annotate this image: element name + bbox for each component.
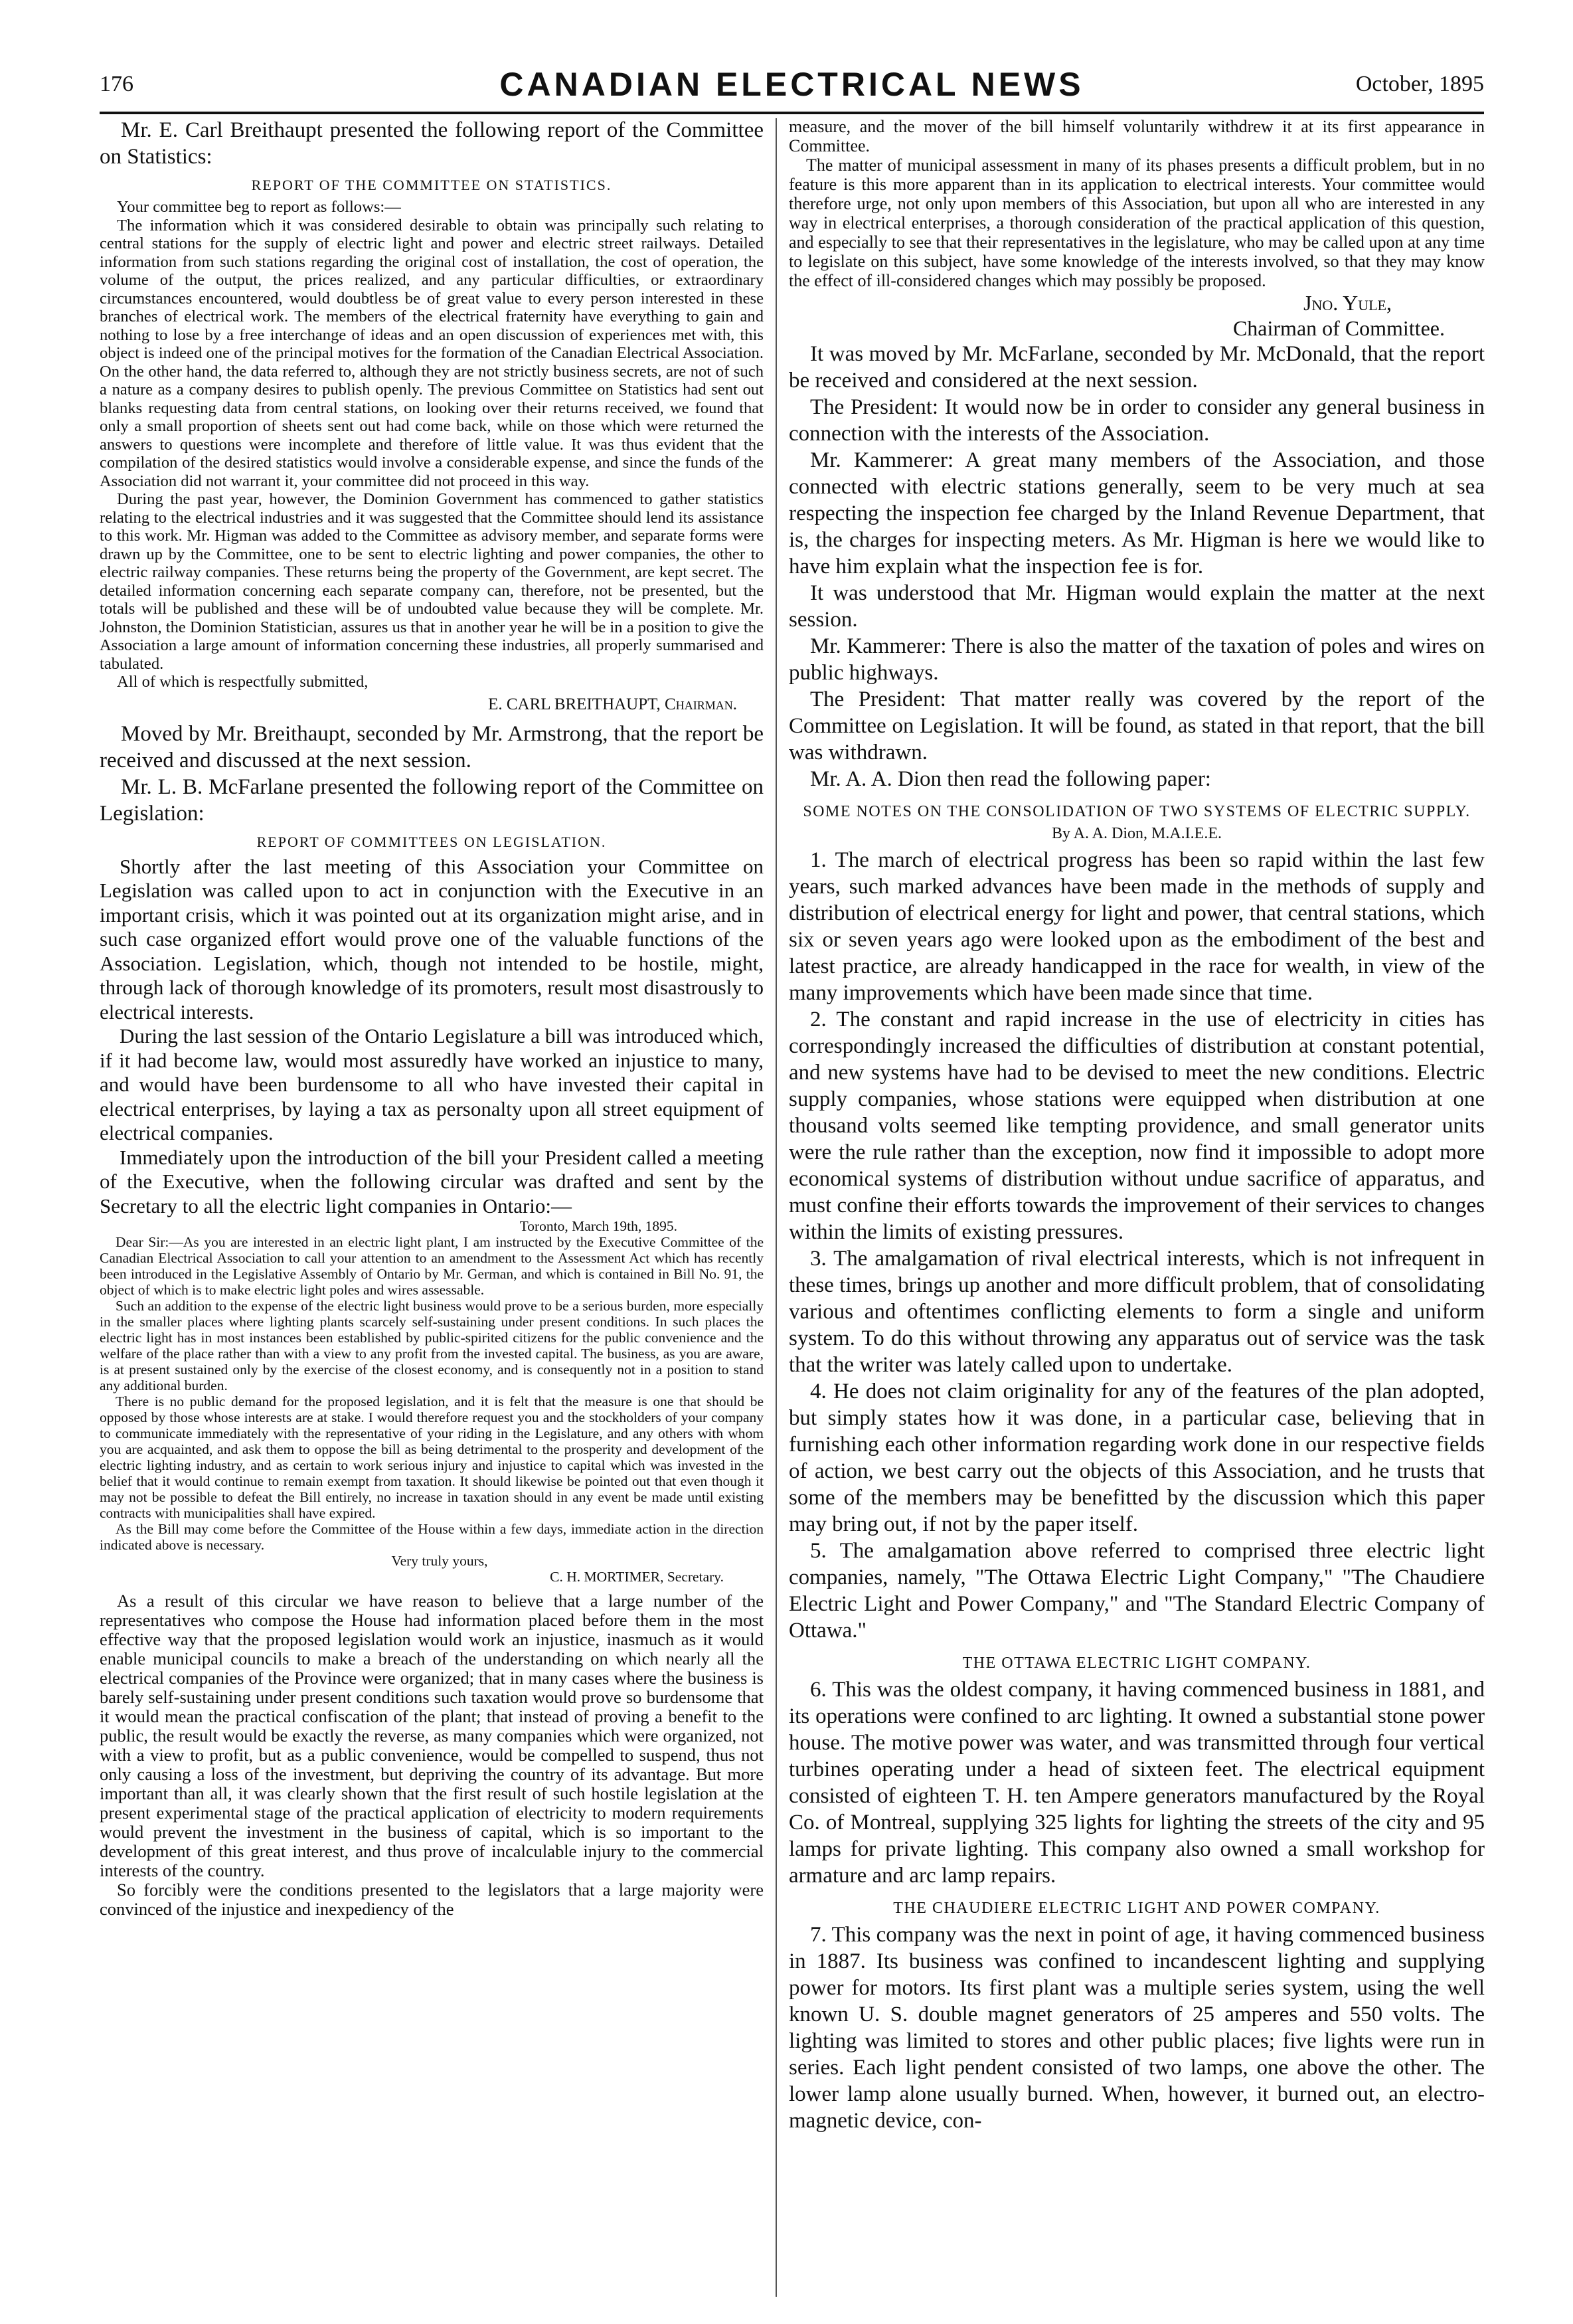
president-remark: The President: It would now be in order to consider any general business in connection with the interests of the Association. [789, 395, 1485, 446]
issue-date: October, 1895 [1355, 72, 1484, 96]
left-column [100, 117, 764, 2302]
legislation-report-heading: REPORT OF COMMITTEES ON LEGISLATION. [256, 833, 607, 850]
legislation-paragraph: As a result of this circular we have reason to believe that a large number of the representatives who compose the House had information placed before them in the most effective way that the proposed legislation would work an injustice, inasmuch as it would enable municipal councils to make a breach of the understanding on which nearly all the electrical companies of the Province were organized; that in many cases where the business is barely self-sustaining under present conditions such taxation would prove so burdensome that it would mean the practical confiscation of the plant; that instead of proving a benefit to the public, the result would be exactly the reverse, as many companies which were organized, not with a view to profit, but as a public convenience, would be compelled to suspend, thus not only causing a loss of the investment, but depriving the country of its advantage. But more important than all, it was clearly shown that the first result of such hostile legislation at the present experimental stage of the practical application of electricity to modern requirements would prevent the investment in the business of capital, which is so important to the development of this great interest, and thus prove of incalculable injury to the commercial interests of the country. [100, 1591, 764, 1880]
president-remark: The President: That matter really was covered by the report of the Committee on Legislation. It will be found, as stated in that report, that the bill was withdrawn. [789, 687, 1485, 764]
paper-paragraph: 1. The march of electrical progress has been so rapid within the last few years, such marked advances have been made in the methods of supply and distribution of electrical energy for light and power, that central stations, which six or seven years ago were looked upon as the embodiment of the best and latest practice, are already handicapped in the race for wealth, in view of the many improvements which have been made since that time. [789, 848, 1485, 1005]
statistics-paragraph: During the past year, however, the Dominion Government has commenced to gather statistics relating to the electrical industries and it was suggested that the Committee should lend its assistance to this work. Mr. Higman was added to the Committee as advisory member, and separate forms were drawn up by the Committee, one to be sent to electric lighting and power companies, the other to electric railway companies. These returns being the property of the Government, are kept secret. The detailed information concerning each separate company can, therefore, not be presented, but the totals will be published and these will be of undoubted value because they will be complete. Mr. Johnston, the Dominion Statistician, assures us that in another year he will be in a position to give the Association a large amount of information concerning these industries, all properly summarised and tabulated. [100, 490, 764, 673]
legislation-paragraph: Immediately upon the introduction of the bill your President called a meeting of the Executive, when the following circular was drafted and sent by the Secretary to all the electric light companies in Ontario:— [100, 1145, 764, 1217]
statistics-paragraph: Your committee beg to report as follows:— [117, 198, 401, 216]
legislation-continued: measure, and the mover of the bill himself voluntarily withdrew it at its first appearance in Committee. [789, 117, 1485, 155]
page-header [100, 62, 1484, 114]
ottawa-company-heading: THE OTTAWA ELECTRIC LIGHT COMPANY. [962, 1654, 1311, 1672]
circular-paragraph: Dear Sir:—As you are interested in an electric light plant, I am instructed by the Executive Committee of the Canadian Electrical Association to call your attention to an amendment to the Assessment Act which has recently been introduced in the Legislative Assembly of Ontario by Mr. German, and which is contained in Bill No. 91, the object of which is to make electric light poles and wires assessable. [100, 1234, 764, 1298]
paper-title: SOME NOTES ON THE CONSOLIDATION OF TWO SYSTEMS OF ELECTRIC SUPPLY. [803, 803, 1471, 820]
legislation-signature-name: Jno. Yule, [1303, 291, 1392, 315]
circular-paragraph: There is no public demand for the proposed legislation, and it is felt that the measure is one that should be opposed by those whose interests are at stake. I would therefore request you and the stockholders of your company to communicate immediately with the representative of your riding in the Legislature, and any others with whom you are acquainted, and ask them to oppose the bill as being detrimental to the prosperity and development of the electric lighting industry, and as certain to work serious injury and injustice to capital which was invested in the belief that it would continue to remain exempt from taxation. It should likewise be pointed out that even though it may not be possible to defeat the Bill entirely, no increase in taxation should in any event be made until existing contracts with municipalities shall have expired. [100, 1393, 764, 1521]
legislation-paragraph: The matter of municipal assessment in many of its phases presents a difficult problem, but in no feature is this more apparent than in its application to electrical interests. Your committee would therefore urge, not only upon members of this Association, but upon all who are interested in any way in electrical enterprises, a thorough consideration of the practical application of this question, and especially to see that their representatives in the legislature, who may be called upon at any time to legislate on this subject, have some knowledge of the interests involved, so that they may know the effect of ill-considered changes which may possibly be proposed. [789, 155, 1485, 290]
dion-intro: Mr. A. A. Dion then read the following paper: [810, 767, 1211, 791]
circular-date: Toronto, March 19th, 1895. [519, 1218, 677, 1234]
paper-paragraph: 3. The amalgamation of rival electrical interests, which is not infrequent in these times, brings up another and more difficult problem, that of consolidating various and oftentimes conflicting elements to form a single and uniform system. To do this without throwing any apparatus out of service was the task that the writer was lately called upon to undertake. [789, 1247, 1485, 1377]
kammerer-remark: Mr. Kammerer: There is also the matter of the taxation of poles and wires on public highways. [789, 634, 1485, 685]
circular-closing: Very truly yours, [391, 1553, 488, 1569]
circular-paragraph: Such an addition to the expense of the electric light business would prove to be a serious burden, more especially in the smaller places where lighting plants scarcely self-sustaining under present conditions. In such places the electric light has in most instances been established by public-spirited citizens for the public convenience and the welfare of the place rather than with a view to any profit from the invested capital. The business, as you are aware, is at present sustained only by the exercise of the closest economy, and is consequently not in a position to stand any additional burden. [100, 1298, 764, 1393]
legislation-paragraph: During the last session of the Ontario Legislature a bill was introduced which, if it had become law, would most assuredly have worked an injustice to many, and would have been burdensome to all who have invested their capital in electrical enterprises, by laying a tax as personalty upon all street equipment of electrical companies. [100, 1024, 764, 1144]
statistics-paragraph: All of which is respectfully submitted, [117, 673, 369, 691]
legislation-signature-title: Chairman of Committee. [1232, 316, 1445, 340]
column-divider [776, 118, 777, 2297]
higman-note: It was understood that Mr. Higman would explain the matter at the next session. [789, 581, 1485, 632]
legislation-paragraph: Shortly after the last meeting of this Association your Committee on Legislation was called upon to act in conjunction with the Executive in an important crisis, which it was pointed out at its organization might arise, and in such case organized effort would prove one of the valuable functions of the Association. Legislation, which, though not intended to be hostile, might, through lack of thorough knowledge of its promoters, result most disastrously to electrical interests. [100, 854, 764, 1024]
paper-paragraph: 7. This company was the next in point of age, it having commenced business in 1887. Its business was confined to incandescent lighting and supplying power for motors. Its first plant was a multiple series system, using the well known U. S. double magnet generators of 25 amperes and 550 volts. The lighting was limited to stores and other public places; five lights were run in series. Each light pendent consisted of two lamps, one above the other. The lower lamp alone usually burned. When, however, it burned out, an electro-magnetic device, con- [789, 1923, 1485, 2133]
moved-statistics: Moved by Mr. Breithaupt, seconded by Mr. Armstrong, that the report be received and discussed at the next session. [100, 721, 764, 772]
page-number: 176 [100, 72, 133, 96]
masthead: CANADIAN ELECTRICAL NEWS [499, 66, 1084, 103]
legislation-intro: Mr. L. B. McFarlane presented the following report of the Committee on Legislation: [100, 774, 764, 826]
statistics-report-heading: REPORT OF THE COMMITTEE ON STATISTICS. [251, 177, 612, 193]
chaudiere-company-heading: THE CHAUDIERE ELECTRIC LIGHT AND POWER COMPANY. [893, 1900, 1380, 1917]
moved-legislation: It was moved by Mr. McFarlane, seconded by Mr. McDonald, that the report be received and considered at the next session. [789, 342, 1485, 393]
statistics-intro: Mr. E. Carl Breithaupt presented the following report of the Committee on Statistics: [100, 118, 764, 169]
statistics-paragraph: The information which it was considered desirable to obtain was principally such relating to central stations for the supply of electric light and power and electric street railways. Detailed information from such stations regarding the original cost of installation, the cost of operation, the volume of the output, the prices realized, and any particular difficulties, or extraordinary circumstances encountered, would doubtless be of great value to every person interested in these branches of electrical work. The members of the electrical fraternity have everything to gain and nothing to lose by a free interchange of ideas and an open discussion of experiences met with, this object is indeed one of the principal motives for the formation of the Canadian Electrical Association. On the other hand, the data referred to, although they are not strictly business secrets, are not of such a nature as a company desires to publish openly. The previous Committee on Statistics had sent out blanks requesting data from central stations, on looking over their returns received, we found that only a small proportion of sheets sent out had come back, while on those which were returned the answers to questions were incomplete and therefore of little value. It was thus evident that the compilation of the desired statistics would involve a considerable expense, and since the funds of the Association did not warrant it, your committee did not proceed in this way. [100, 216, 764, 490]
statistics-signature: E. CARL BREITHAUPT, Chairman. [488, 695, 737, 713]
circular-paragraph: As the Bill may come before the Committee of the House within a few days, immediate action in the direction indicated above is necessary. [100, 1521, 764, 1553]
paper-author: By A. A. Dion, M.A.I.E.E. [1051, 825, 1222, 842]
circular-signature: C. H. MORTIMER, Secretary. [550, 1569, 724, 1585]
paper-paragraph: 6. This was the oldest company, it having commenced business in 1881, and its operations were confined to arc lighting. It owned a substantial stone power house. The motive power was water, and was transmitted through four vertical turbines operating under a head of sixteen feet. The electrical equipment consisted of eighteen T. H. ten Ampere generators manufactured by the Royal Co. of Montreal, supplying 325 lights for lighting the streets of the city and 95 lamps for private lighting. This company also owned a small workshop for armature and arc lamp repairs. [789, 1678, 1485, 1888]
paper-paragraph: 2. The constant and rapid increase in the use of electricity in cities has correspondingly increased the difficulties of distribution at constant potential, and new systems have had to be devised to meet the new conditions. Electric supply companies, whose stations were equipped when distribution at one thousand volts seemed like tempting providence, and small generator units were the rule rather than the exception, now find it impossible to adopt more economical systems of distribution without undue sacrifice of apparatus, and must confine their efforts towards the improvement of their services to changes within the limits of existing pressures. [789, 1008, 1485, 1244]
kammerer-remark: Mr. Kammerer: A great many members of the Association, and those connected with electric stations generally, seem to be very much at sea respecting the inspection fee charged by the Inland Revenue Department, that is, the charges for inspecting meters. As Mr. Higman is here we would like to have him explain what the inspection fee is for. [789, 448, 1485, 579]
legislation-paragraph: So forcibly were the conditions presented to the legislators that a large majority were convinced of the injustice and inexpediency of the [100, 1880, 764, 1919]
right-column [789, 117, 1485, 2302]
paper-paragraph: 4. He does not claim originality for any of the features of the plan adopted, but simply states how it was done, in a particular case, believing that in furnishing each other information regarding work done in our respective fields of action, we best carry out the objects of this Association, and he trusts that some of the members may be benefitted by the discussion which this paper may bring out, if not by the paper itself. [789, 1380, 1485, 1536]
paper-paragraph: 5. The amalgamation above referred to comprised three electric light companies, namely, "The Ottawa Electric Light Company," "The Chaudiere Electric Light and Power Company," and "The Standard Electric Company of Ottawa." [789, 1539, 1485, 1643]
